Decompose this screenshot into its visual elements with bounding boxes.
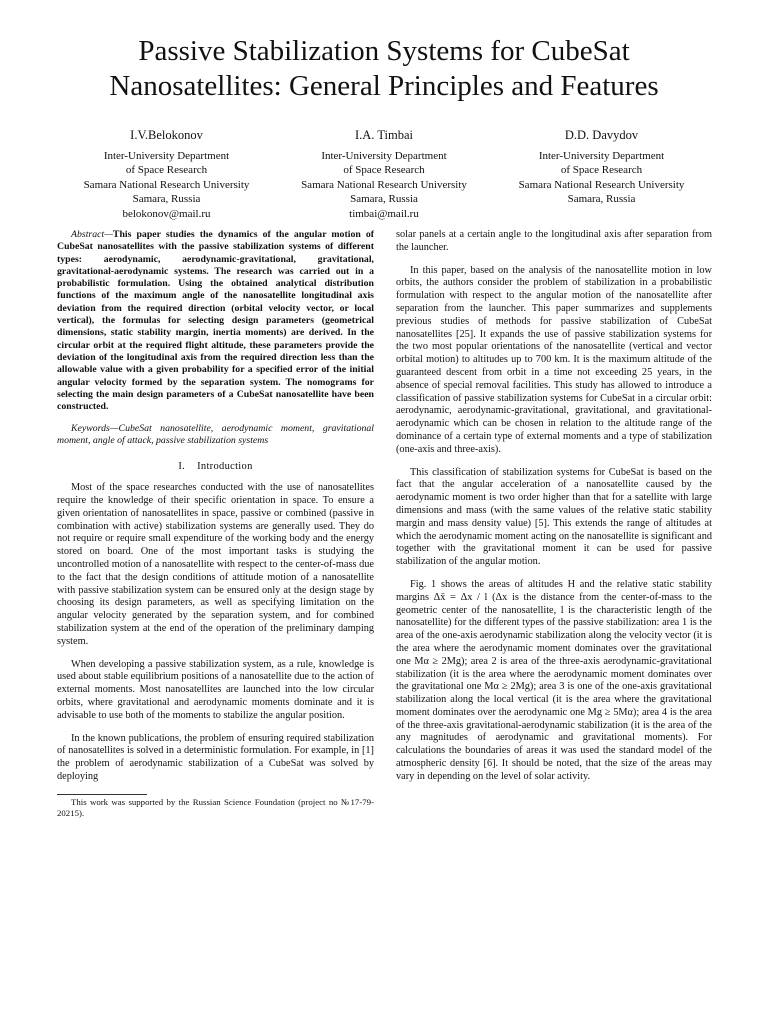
author-univ: Samara National Research University <box>518 178 685 191</box>
author-dept: Inter-University Department <box>103 149 230 162</box>
body-paragraph: When developing a passive stabilization system, as a rule, knowledge is used about stable equilibrium positions of a nanosatellite due to the action of external moments. Most nanosatellites are launched into the low circular orbits, where gravitational and aerodynamic moments dominate and it is advisable to use both of the moments to stabilize the angular position. <box>57 658 374 721</box>
author-name: I.A. Timbai <box>354 128 413 142</box>
author-dept: Inter-University Department <box>538 149 665 162</box>
title-line-2: Nanosatellites: General Principles and Features <box>109 70 659 102</box>
author-3 <box>493 128 710 221</box>
author-email: timbai@mail.ru <box>349 207 419 220</box>
footnote: This work was supported by the Russian Science Foundation (project no №17-79-20215). <box>57 796 374 818</box>
author-block <box>58 128 710 221</box>
footnote-divider <box>57 794 147 795</box>
right-column <box>396 229 712 794</box>
author-univ: Samara National Research University <box>301 178 467 191</box>
author-dept: of Space Research <box>560 164 643 176</box>
section-title: Introduction <box>197 461 253 473</box>
title-line-1: Passive Stabilization Systems for CubeSat <box>138 35 630 67</box>
author-dept: of Space Research <box>343 164 425 176</box>
abstract <box>57 229 374 413</box>
author-1 <box>58 128 275 221</box>
body-paragraph: In this paper, based on the analysis of the nanosatellite motion in low orbits, the authors consider the problem of stabilization in a probabilistic formulation with respect to the angular motion of the nanosatellite after separation from the launcher. This paper summarizes and supplements previous studies of methods for passive stabilization of CubeSat nanosatellites [25]. It expands the use of passive stabilization systems for the two most popular orientations of the nanosatellite (vertical and vector orbital motion) to altitudes up to 700 km. It is the maximum altitude of the guaranteed descent from orbit in a time not exceeding 25 years, in the absence of special removal facilities. This study has allowed to introduce a classification of passive stabilization systems for CubeSat in a circular orbit: aerodynamic, aerodynamic-gravitational, gravitational, and gravitational-aerodynamic which can be chosen in relation to the altitude range of the dominance of a certain type of external moments and a type of stabilization (one-axis and three-axis). <box>396 264 712 455</box>
author-dept: of Space Research <box>125 164 208 176</box>
author-country: Samara, Russia <box>567 193 636 205</box>
section-heading <box>57 461 374 474</box>
left-column <box>57 229 374 819</box>
body-paragraph: In the known publications, the problem of ensuring required stabilization of nanosatellites is solved in a deterministic formulation. For example, in [1] the problem of aerodynamic stabilization of a CubeSat was solved by deploying <box>57 732 374 782</box>
body-paragraph: solar panels at a certain angle to the longitudinal axis after separation from the launcher. <box>396 229 712 253</box>
author-2 <box>276 128 493 221</box>
author-name: D.D. Davydov <box>564 128 639 142</box>
author-dept: Inter-University Department <box>321 149 447 162</box>
abstract-lead: Abstract— <box>71 229 113 240</box>
author-country: Samara, Russia <box>350 193 418 205</box>
author-univ: Samara National Research University <box>83 178 250 191</box>
author-email: belokonov@mail.ru <box>122 207 211 220</box>
body-paragraph: This classification of stabilization systems for CubeSat is based on the fact that the angular acceleration of a nanosatellite caused by the aerodynamic moment is two order higher than that for a satellite with large dimensions and mass (with the same values of the relative static stability margin and mass density value) [5]. This extends the range of altitudes at which the aerodynamic moment acting on the nanosatellite is significant and together with the gravitational moment it can be used for passive stabilization of the angular motion. <box>396 466 712 568</box>
body-paragraph: Most of the space researches conducted with the use of nanosatellites require the knowledge of their specific orientation in space. To ensure a given orientation of nanosatellites in space, passive or combined (passive in combination with active) stabilization systems are generally used. They do not require or require small expenditure of the working body and the energy stored on board. One of the most important tasks is studying the uncontrolled motion of a nanosatellite with respect to the center-of-mass due to the fact that the design conditions of attitude motion of a nanosatellite with passive stabilization system can be ensured only at the design stage by choosing its design parameters, as well as specifying limitation on the angular velocity generated by the separation system, and for combined stabilization system at the end of the operation of the preliminary damping system. <box>57 482 374 647</box>
keywords: Keywords—CubeSat nanosatellite, aerodynamic moment, gravitational moment, angle of attack, passive stabilization systems <box>57 423 374 447</box>
author-name: I.V.Belokonov <box>130 128 203 142</box>
body-paragraph: Fig. 1 shows the areas of altitudes H and the relative static stability margins Δx̄ = Δx / l (Δx is the distance from the center-of-mass to the geometric center of the nanosatellite, l is the characteristic length of the nanosatellite) for the different types of the passive stabilization: area 1 is the area of the one-axis aerodynamic stabilization along the velocity vector (it is the area where the aerodynamic moment dominates over the gravitational one Mα ≥ 2Mg); area 2 is area of the three-axis aerodynamic-gravitational stabilization (it is the area where the aerodynamic moment dominates over the gravitational one Mα ≥ 2Mg); area 3 is one of the one-axis gravitational stabilization along the local vertical (it is the area where the gravitational moment dominates over the aerodynamic one Mg ≥ 5Mα); area 4 is the area of the three-axis gravitational-aerodynamic stabilization (it is the area of the any magnitudes of aerodynamic and gravitational moments). For calculations the boundaries of areas it was used the standard model of the atmospheric density [6]. It should be noted, that the size of the areas may vary in depending on the level of solar activity. <box>396 578 712 782</box>
paper-title <box>40 34 728 104</box>
abstract-text: This paper studies the dynamics of the angular motion of CubeSat nanosatellites with the passive stabilization systems of different types: aerodynamic, aerodynamic-gravitational, gravitational, gravitational-aerodynamic systems. The research was carried out in a probabilistic formulation. Using the obtained analytical distribution functions of the maximum angle of the nanosatellite longitudinal axis deviation from the required direction (orbital velocity vector, or local vertical), the formulas for selecting design parameters (geometrical dimensions, static stability margin, inertia moments) are derived. In the circular orbit at the required flight altitude, these parameters provide the deviation of the longitudinal axis from the required direction less than the allowable value with a given probability for a specified error of the initial angular velocity formed by the separation system. The nomograms for selecting the main design parameters of a CubeSat nanosatellite have been constructed. <box>57 229 374 413</box>
section-number: I. <box>178 461 186 473</box>
author-country: Samara, Russia <box>132 193 201 205</box>
